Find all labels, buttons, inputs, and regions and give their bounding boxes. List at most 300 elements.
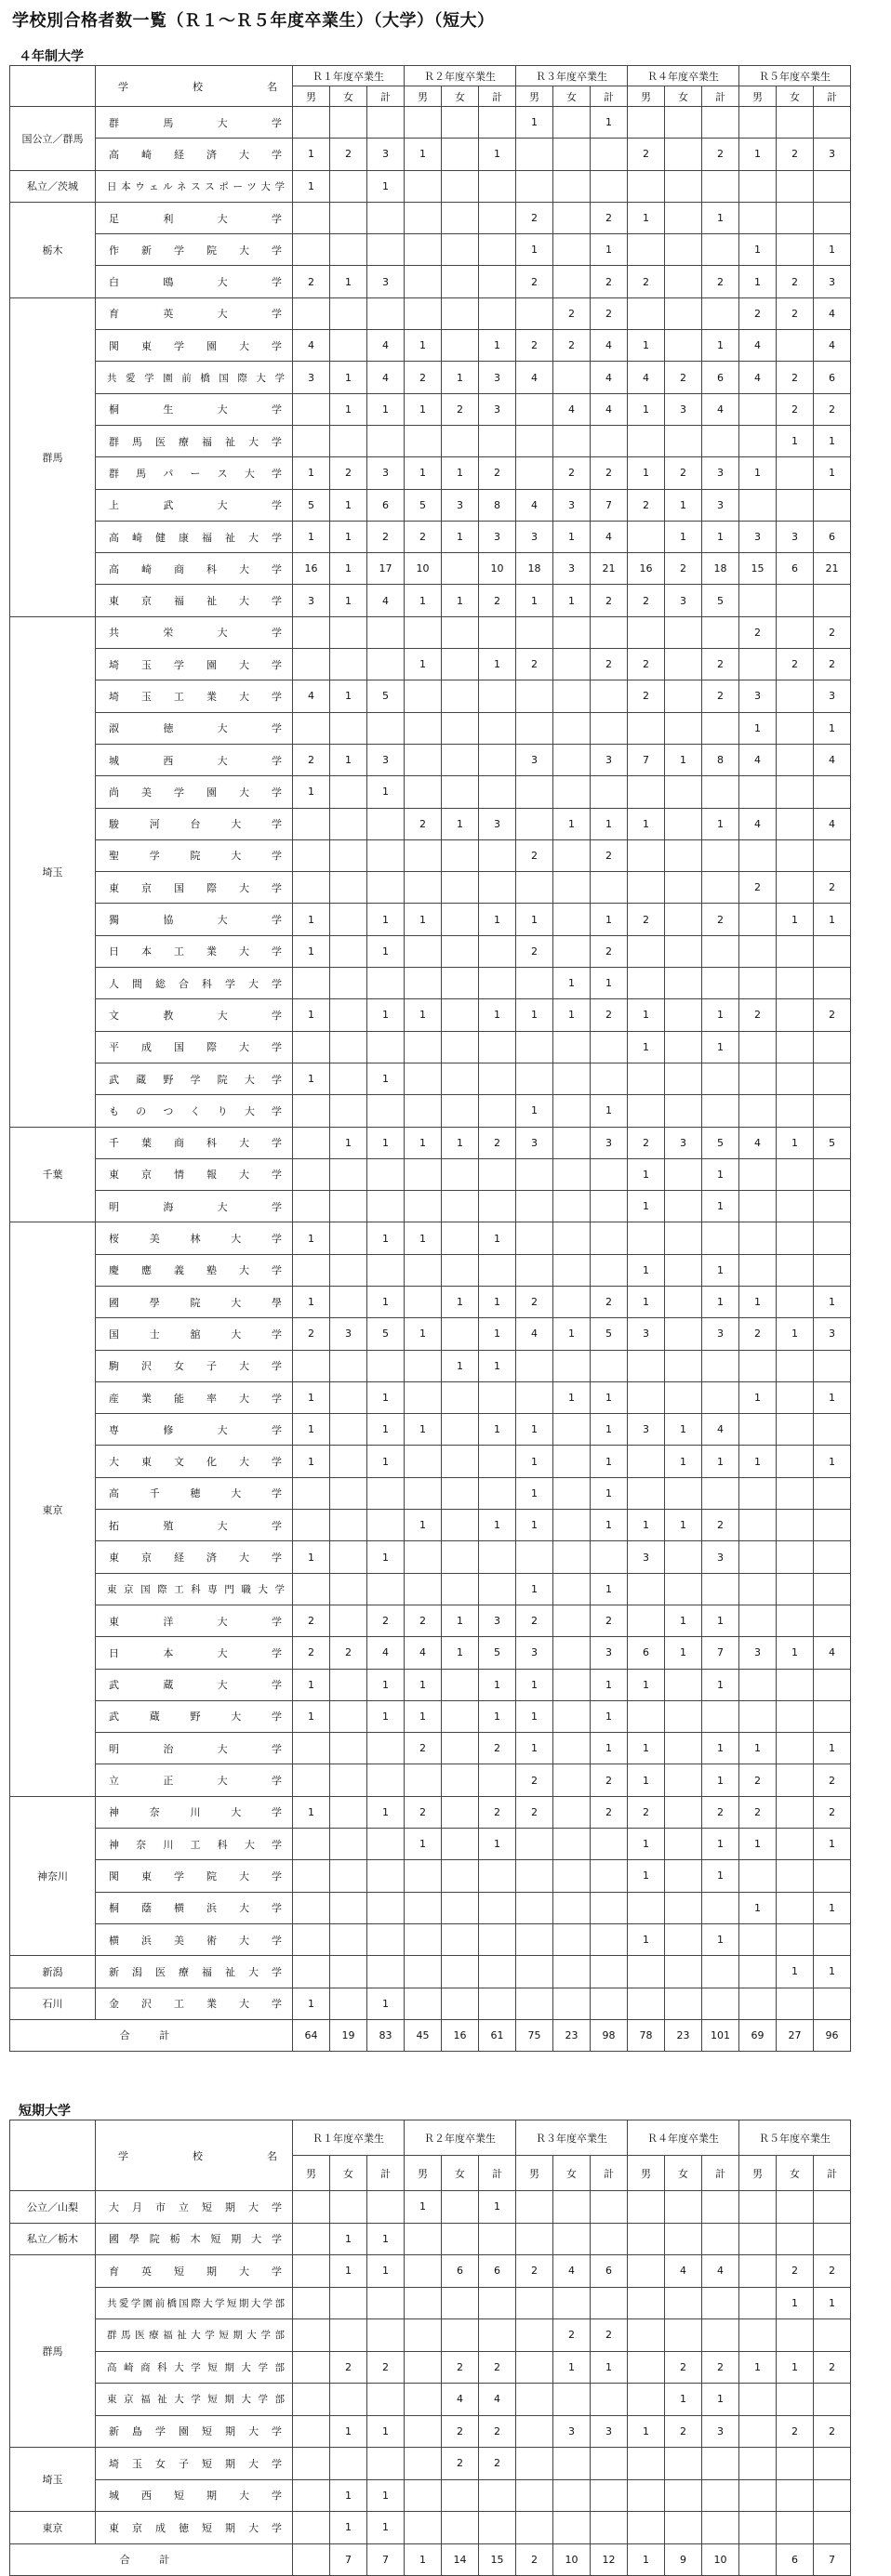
count-cell: 2 bbox=[293, 1637, 330, 1669]
table-row bbox=[10, 1414, 851, 1446]
table-row bbox=[10, 266, 851, 297]
count-cell: 1 bbox=[665, 521, 702, 552]
count-cell bbox=[293, 968, 330, 999]
count-cell: 1 bbox=[516, 1733, 553, 1764]
count-cell bbox=[293, 839, 330, 871]
count-cell bbox=[665, 712, 702, 744]
count-cell: 2 bbox=[777, 2255, 814, 2288]
school-name-cell: 桜 美 林 大 学 bbox=[96, 1222, 293, 1254]
count-cell bbox=[814, 1254, 851, 1286]
count-cell bbox=[367, 839, 405, 871]
count-cell: 1 bbox=[442, 457, 479, 489]
school-name-cell: も の つ く り 大 学 bbox=[96, 1095, 293, 1127]
count-cell: 1 bbox=[739, 1733, 777, 1764]
count-cell: 1 bbox=[665, 1605, 702, 1636]
total-label: 合 計 bbox=[10, 2019, 293, 2051]
count-cell bbox=[702, 1063, 739, 1094]
count-cell bbox=[814, 1158, 851, 1190]
count-cell: 4 bbox=[814, 297, 851, 329]
count-cell bbox=[665, 297, 702, 329]
count-cell bbox=[405, 1988, 442, 2019]
count-cell: 2 bbox=[628, 1796, 665, 1828]
count-cell bbox=[293, 1350, 330, 1381]
count-cell bbox=[665, 904, 702, 935]
count-cell bbox=[665, 1956, 702, 1988]
count-cell: 4 bbox=[591, 330, 628, 362]
count-cell bbox=[777, 170, 814, 202]
count-cell: 2 bbox=[516, 839, 553, 871]
count-cell: 1 bbox=[702, 1446, 739, 1477]
count-cell: 1 bbox=[405, 1829, 442, 1860]
count-cell: 2 bbox=[665, 457, 702, 489]
count-cell: 16 bbox=[293, 553, 330, 585]
count-cell bbox=[814, 1860, 851, 1892]
header-row-years bbox=[10, 2120, 851, 2156]
count-cell: 2 bbox=[665, 553, 702, 585]
count-cell bbox=[777, 935, 814, 967]
count-cell: 1 bbox=[553, 1318, 591, 1350]
total-cell bbox=[293, 2543, 330, 2575]
count-cell: 1 bbox=[702, 1829, 739, 1860]
count-cell bbox=[442, 1414, 479, 1446]
count-cell: 2 bbox=[479, 1796, 516, 1828]
table-row bbox=[10, 2223, 851, 2255]
header-gender-total: 計 bbox=[702, 2156, 739, 2191]
count-cell: 1 bbox=[628, 1286, 665, 1317]
count-cell: 1 bbox=[814, 904, 851, 935]
count-cell bbox=[405, 266, 442, 297]
count-cell bbox=[330, 1733, 367, 1764]
count-cell bbox=[479, 1095, 516, 1127]
count-cell bbox=[516, 616, 553, 648]
count-cell: 1 bbox=[702, 808, 739, 839]
count-cell: 2 bbox=[814, 393, 851, 425]
count-cell bbox=[739, 1541, 777, 1573]
count-cell: 4 bbox=[739, 362, 777, 393]
count-cell: 1 bbox=[442, 808, 479, 839]
count-cell bbox=[553, 425, 591, 456]
count-cell: 1 bbox=[405, 393, 442, 425]
count-cell: 4 bbox=[739, 744, 777, 775]
count-cell bbox=[777, 1414, 814, 1446]
count-cell: 3 bbox=[628, 1541, 665, 1573]
count-cell bbox=[479, 1381, 516, 1413]
school-name-cell: 明 海 大 学 bbox=[96, 1191, 293, 1222]
count-cell: 1 bbox=[367, 2479, 405, 2512]
count-cell bbox=[777, 839, 814, 871]
count-cell bbox=[739, 1860, 777, 1892]
school-name-cell: 武 蔵 大 学 bbox=[96, 1669, 293, 1700]
count-cell bbox=[479, 1892, 516, 1923]
count-cell bbox=[739, 1350, 777, 1381]
school-name-cell: 駒 沢 女 子 大 学 bbox=[96, 1350, 293, 1381]
count-cell: 1 bbox=[702, 202, 739, 233]
count-cell: 1 bbox=[739, 712, 777, 744]
count-cell: 1 bbox=[628, 1669, 665, 1700]
count-cell bbox=[777, 776, 814, 808]
count-cell: 2 bbox=[777, 139, 814, 170]
count-cell bbox=[553, 2287, 591, 2319]
count-cell bbox=[330, 1446, 367, 1477]
count-cell: 1 bbox=[739, 1829, 777, 1860]
count-cell: 8 bbox=[702, 744, 739, 775]
count-cell bbox=[553, 1350, 591, 1381]
count-cell: 4 bbox=[553, 393, 591, 425]
count-cell bbox=[293, 1860, 330, 1892]
count-cell: 1 bbox=[665, 489, 702, 521]
count-cell: 3 bbox=[702, 2415, 739, 2448]
count-cell bbox=[516, 1541, 553, 1573]
count-cell bbox=[702, 1095, 739, 1127]
count-cell bbox=[553, 1063, 591, 1094]
count-cell bbox=[367, 1254, 405, 1286]
table-row bbox=[10, 2512, 851, 2544]
table-row bbox=[10, 1573, 851, 1605]
count-cell bbox=[814, 935, 851, 967]
count-cell bbox=[739, 2319, 777, 2352]
count-cell: 1 bbox=[814, 2287, 851, 2319]
count-cell bbox=[628, 1700, 665, 1732]
table-row bbox=[10, 1860, 851, 1892]
table-row bbox=[10, 1956, 851, 1988]
count-cell: 1 bbox=[628, 1764, 665, 1796]
count-cell bbox=[405, 616, 442, 648]
count-cell: 1 bbox=[367, 1796, 405, 1828]
total-cell: 12 bbox=[591, 2543, 628, 2575]
count-cell bbox=[405, 2512, 442, 2544]
count-cell bbox=[553, 1286, 591, 1317]
header-gender-male: 男 bbox=[628, 2156, 665, 2191]
count-cell bbox=[777, 1988, 814, 2019]
count-cell bbox=[591, 1923, 628, 1955]
count-cell bbox=[516, 2191, 553, 2224]
count-cell bbox=[814, 2319, 851, 2352]
count-cell bbox=[516, 1923, 553, 1955]
count-cell: 1 bbox=[330, 266, 367, 297]
total-row bbox=[10, 2019, 851, 2051]
header-gender-male: 男 bbox=[628, 86, 665, 107]
count-cell: 3 bbox=[367, 744, 405, 775]
count-cell bbox=[553, 1700, 591, 1732]
count-cell bbox=[442, 1829, 479, 1860]
count-cell bbox=[739, 1923, 777, 1955]
table-row bbox=[10, 904, 851, 935]
count-cell: 1 bbox=[293, 1669, 330, 1700]
count-cell: 6 bbox=[628, 1637, 665, 1669]
count-cell bbox=[739, 1254, 777, 1286]
count-cell: 21 bbox=[591, 553, 628, 585]
count-cell: 2 bbox=[739, 1796, 777, 1828]
count-cell bbox=[516, 1381, 553, 1413]
count-cell bbox=[405, 968, 442, 999]
count-cell bbox=[628, 2448, 665, 2480]
count-cell bbox=[405, 872, 442, 904]
count-cell bbox=[665, 139, 702, 170]
count-cell: 2 bbox=[628, 266, 665, 297]
school-name-cell: 文 教 大 学 bbox=[96, 999, 293, 1031]
count-cell bbox=[479, 266, 516, 297]
count-cell: 2 bbox=[516, 266, 553, 297]
count-cell: 6 bbox=[814, 521, 851, 552]
count-cell bbox=[367, 1860, 405, 1892]
count-cell bbox=[628, 616, 665, 648]
count-cell: 2 bbox=[591, 457, 628, 489]
school-name-cell: 群 馬 大 学 bbox=[96, 107, 293, 139]
count-cell: 3 bbox=[516, 744, 553, 775]
count-cell: 1 bbox=[293, 170, 330, 202]
university-table bbox=[9, 65, 851, 2052]
count-cell: 5 bbox=[293, 489, 330, 521]
count-cell bbox=[814, 2448, 851, 2480]
count-cell: 2 bbox=[591, 999, 628, 1031]
table-row bbox=[10, 2351, 851, 2384]
count-cell bbox=[405, 935, 442, 967]
count-cell bbox=[702, 1573, 739, 1605]
count-cell: 3 bbox=[702, 1318, 739, 1350]
count-cell: 1 bbox=[367, 2223, 405, 2255]
count-cell bbox=[442, 1892, 479, 1923]
header-pref-cell bbox=[10, 66, 96, 107]
count-cell bbox=[479, 1254, 516, 1286]
count-cell bbox=[367, 1191, 405, 1222]
count-cell: 1 bbox=[628, 999, 665, 1031]
count-cell bbox=[479, 968, 516, 999]
count-cell bbox=[628, 776, 665, 808]
count-cell bbox=[777, 1573, 814, 1605]
count-cell: 1 bbox=[628, 330, 665, 362]
count-cell: 4 bbox=[293, 680, 330, 712]
school-name-cell: 高 千 穂 大 学 bbox=[96, 1477, 293, 1509]
count-cell bbox=[814, 1191, 851, 1222]
count-cell: 1 bbox=[479, 649, 516, 680]
count-cell: 2 bbox=[591, 1764, 628, 1796]
count-cell: 1 bbox=[367, 1127, 405, 1158]
count-cell bbox=[628, 1477, 665, 1509]
count-cell bbox=[330, 1860, 367, 1892]
school-name-cell: 平 成 国 際 大 学 bbox=[96, 1031, 293, 1063]
count-cell bbox=[330, 1892, 367, 1923]
count-cell: 1 bbox=[405, 649, 442, 680]
school-name-cell: 聖 学 院 大 学 bbox=[96, 839, 293, 871]
count-cell bbox=[702, 2479, 739, 2512]
count-cell bbox=[293, 2191, 330, 2224]
school-name-cell: 足 利 大 学 bbox=[96, 202, 293, 233]
count-cell: 2 bbox=[553, 457, 591, 489]
count-cell: 1 bbox=[591, 1381, 628, 1413]
school-name-cell: 群馬医療福祉大学短期大学部 bbox=[96, 2319, 293, 2352]
school-name-cell: 東 京 国 際 大 学 bbox=[96, 872, 293, 904]
count-cell: 1 bbox=[293, 999, 330, 1031]
count-cell bbox=[777, 1510, 814, 1541]
count-cell bbox=[665, 330, 702, 362]
count-cell: 1 bbox=[330, 489, 367, 521]
count-cell bbox=[293, 1829, 330, 1860]
count-cell: 3 bbox=[628, 1414, 665, 1446]
count-cell bbox=[591, 1860, 628, 1892]
count-cell bbox=[330, 1350, 367, 1381]
table-row bbox=[10, 297, 851, 329]
count-cell bbox=[702, 297, 739, 329]
school-name-cell: 関 東 学 院 大 学 bbox=[96, 1860, 293, 1892]
table-row bbox=[10, 1892, 851, 1923]
count-cell bbox=[516, 139, 553, 170]
count-cell: 2 bbox=[553, 297, 591, 329]
count-cell: 1 bbox=[777, 1318, 814, 1350]
table-row bbox=[10, 1381, 851, 1413]
count-cell: 2 bbox=[777, 266, 814, 297]
count-cell: 1 bbox=[591, 1446, 628, 1477]
count-cell bbox=[293, 297, 330, 329]
count-cell: 1 bbox=[702, 330, 739, 362]
count-cell bbox=[553, 1477, 591, 1509]
school-name-cell: 武 蔵 野 大 学 bbox=[96, 1700, 293, 1732]
count-cell: 2 bbox=[479, 2415, 516, 2448]
count-cell bbox=[702, 2512, 739, 2544]
count-cell: 3 bbox=[702, 1541, 739, 1573]
count-cell: 1 bbox=[591, 1573, 628, 1605]
count-cell: 2 bbox=[442, 2351, 479, 2384]
count-cell bbox=[739, 1414, 777, 1446]
count-cell: 1 bbox=[442, 585, 479, 616]
count-cell bbox=[553, 2384, 591, 2416]
count-cell bbox=[330, 808, 367, 839]
count-cell bbox=[665, 107, 702, 139]
school-name-cell: 東 京 経 済 大 学 bbox=[96, 1541, 293, 1573]
school-name-cell: 金 沢 工 業 大 学 bbox=[96, 1988, 293, 2019]
count-cell: 6 bbox=[777, 553, 814, 585]
count-cell: 2 bbox=[628, 1127, 665, 1158]
count-cell: 2 bbox=[591, 266, 628, 297]
header-year: Ｒ５年度卒業生 bbox=[739, 66, 851, 86]
total-cell: 101 bbox=[702, 2019, 739, 2051]
count-cell: 1 bbox=[405, 2191, 442, 2224]
count-cell bbox=[442, 1477, 479, 1509]
count-cell bbox=[293, 2351, 330, 2384]
count-cell: 1 bbox=[702, 1158, 739, 1190]
school-name-cell: 明 治 大 学 bbox=[96, 1733, 293, 1764]
count-cell: 2 bbox=[777, 649, 814, 680]
count-cell bbox=[665, 808, 702, 839]
count-cell bbox=[405, 1063, 442, 1094]
count-cell: 6 bbox=[814, 362, 851, 393]
header-gender-female: 女 bbox=[665, 86, 702, 107]
count-cell bbox=[591, 1158, 628, 1190]
school-name-cell: 高崎商科大学短期大学部 bbox=[96, 2351, 293, 2384]
count-cell bbox=[516, 2415, 553, 2448]
total-cell: 2 bbox=[516, 2543, 553, 2575]
count-cell bbox=[442, 968, 479, 999]
total-cell: 23 bbox=[665, 2019, 702, 2051]
count-cell: 2 bbox=[479, 2448, 516, 2480]
total-cell: 9 bbox=[665, 2543, 702, 2575]
school-name-cell: 育 英 短 期 大 学 bbox=[96, 2255, 293, 2288]
count-cell bbox=[293, 712, 330, 744]
count-cell bbox=[628, 170, 665, 202]
count-cell: 1 bbox=[665, 1414, 702, 1446]
count-cell: 1 bbox=[553, 968, 591, 999]
count-cell bbox=[330, 1158, 367, 1190]
count-cell bbox=[367, 2191, 405, 2224]
count-cell: 1 bbox=[367, 1988, 405, 2019]
count-cell bbox=[442, 1923, 479, 1955]
count-cell: 2 bbox=[739, 616, 777, 648]
count-cell bbox=[405, 1350, 442, 1381]
count-cell bbox=[665, 202, 702, 233]
count-cell bbox=[405, 170, 442, 202]
count-cell bbox=[293, 1191, 330, 1222]
count-cell bbox=[665, 680, 702, 712]
header-gender-female: 女 bbox=[442, 86, 479, 107]
count-cell bbox=[516, 2351, 553, 2384]
table-row bbox=[10, 1541, 851, 1573]
count-cell: 4 bbox=[516, 1318, 553, 1350]
school-name-cell: 作 新 学 院 大 学 bbox=[96, 234, 293, 266]
count-cell: 2 bbox=[628, 489, 665, 521]
count-cell bbox=[591, 2191, 628, 2224]
count-cell: 1 bbox=[516, 1095, 553, 1127]
school-name-cell: 東 京 情 報 大 学 bbox=[96, 1158, 293, 1190]
count-cell: 2 bbox=[516, 2255, 553, 2288]
count-cell bbox=[405, 2415, 442, 2448]
count-cell: 3 bbox=[591, 1637, 628, 1669]
count-cell: 1 bbox=[777, 425, 814, 456]
table-row bbox=[10, 362, 851, 393]
count-cell: 3 bbox=[479, 1605, 516, 1636]
count-cell bbox=[628, 968, 665, 999]
table-row bbox=[10, 712, 851, 744]
count-cell: 1 bbox=[628, 1923, 665, 1955]
count-cell bbox=[553, 616, 591, 648]
count-cell bbox=[665, 266, 702, 297]
count-cell bbox=[293, 1892, 330, 1923]
count-cell bbox=[293, 202, 330, 233]
school-name-cell: 神 奈 川 大 学 bbox=[96, 1796, 293, 1828]
count-cell: 1 bbox=[516, 234, 553, 266]
count-cell: 1 bbox=[367, 2512, 405, 2544]
school-name-cell: 東 京 福 祉 大 学 bbox=[96, 585, 293, 616]
count-cell bbox=[777, 1063, 814, 1094]
table-row bbox=[10, 808, 851, 839]
count-cell: 10 bbox=[479, 553, 516, 585]
count-cell bbox=[739, 839, 777, 871]
count-cell: 1 bbox=[628, 1254, 665, 1286]
count-cell: 1 bbox=[591, 234, 628, 266]
count-cell bbox=[553, 362, 591, 393]
count-cell: 1 bbox=[628, 202, 665, 233]
table-row bbox=[10, 649, 851, 680]
table-row bbox=[10, 935, 851, 967]
count-cell: 1 bbox=[442, 1350, 479, 1381]
count-cell: 5 bbox=[405, 489, 442, 521]
count-cell: 1 bbox=[702, 1923, 739, 1955]
count-cell bbox=[516, 425, 553, 456]
count-cell: 2 bbox=[777, 393, 814, 425]
count-cell: 1 bbox=[367, 2415, 405, 2448]
count-cell: 3 bbox=[553, 2415, 591, 2448]
count-cell: 1 bbox=[628, 393, 665, 425]
count-cell: 18 bbox=[516, 553, 553, 585]
count-cell bbox=[367, 1956, 405, 1988]
count-cell bbox=[330, 1191, 367, 1222]
count-cell bbox=[405, 1254, 442, 1286]
count-cell bbox=[330, 1381, 367, 1413]
count-cell: 2 bbox=[628, 904, 665, 935]
count-cell: 2 bbox=[591, 1796, 628, 1828]
count-cell: 1 bbox=[702, 1605, 739, 1636]
header-school-name: 学 校 名 bbox=[96, 2120, 293, 2191]
count-cell bbox=[330, 1988, 367, 2019]
header-gender-female: 女 bbox=[442, 2156, 479, 2191]
